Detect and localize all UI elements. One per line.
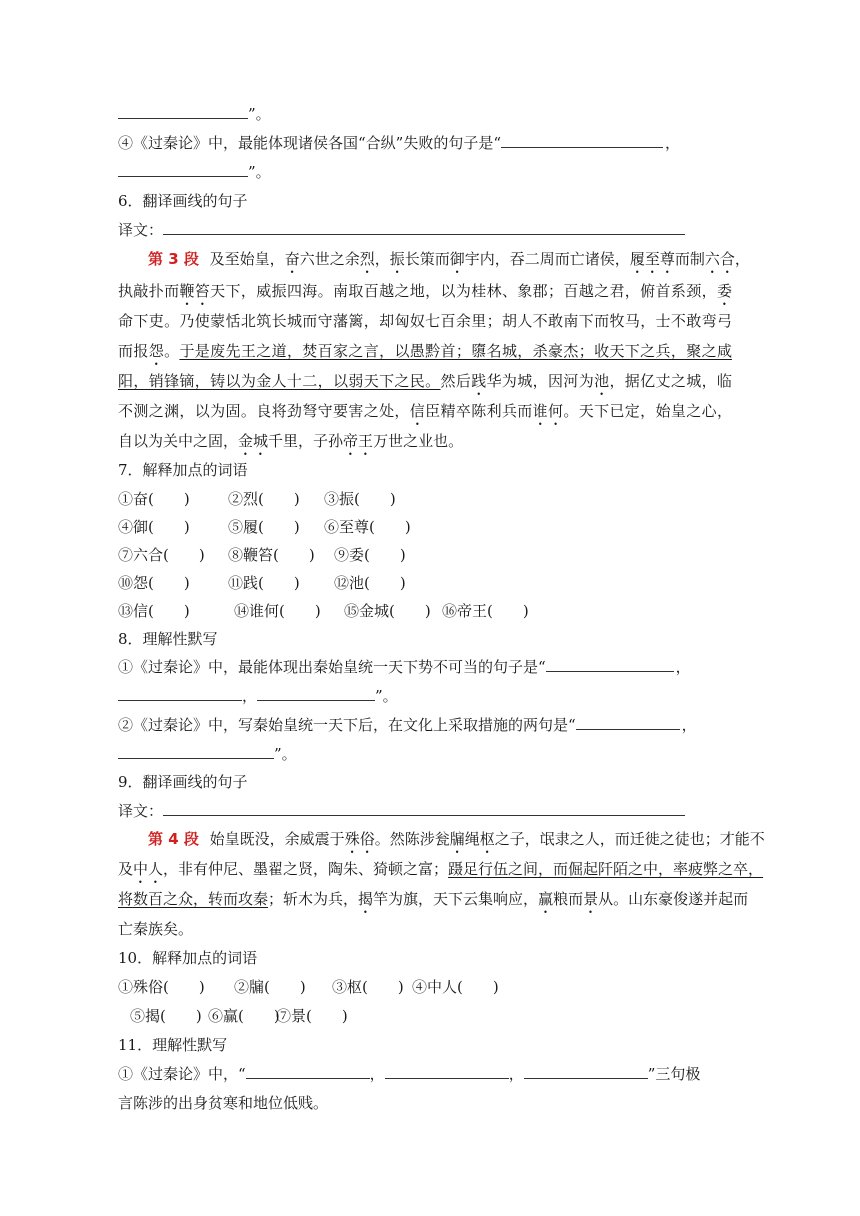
q7-row-1 [118, 489, 732, 509]
word-item: ⑮金城( ) [344, 602, 431, 620]
text: ”。 [274, 745, 297, 763]
seg3-line-3: 命下吏。乃使蒙恬北筑长城而守藩篱，却匈奴七百余里；胡人不敢南下而牧马，士不敢弯弓 [118, 312, 732, 330]
word-item: ①奋( ) [118, 490, 190, 508]
q8-item-1 [118, 657, 732, 677]
text: ”三句极 [647, 1065, 701, 1083]
segment-label: 第 4 段 [148, 830, 199, 848]
label: 译文： [118, 802, 164, 820]
seg4-line-1: 第 4 段 始皇既没，余威震于殊俗。然陈涉瓮牖绳枢之子，氓隶之人，而迁徙之徒也；才能不 [148, 830, 765, 848]
word-item: ②烈( ) [228, 490, 300, 508]
seg3-line-5: 阳，销锋镝，铸以为金人十二，以弱天下之民。然后践华为城，因河为池，据亿丈之城，临 [118, 372, 732, 390]
q7-title: 7．解释加点的词语 [118, 461, 248, 479]
q11-title: 11．理解性默写 [118, 1036, 228, 1054]
word-item: ⑨委( ) [334, 546, 406, 564]
q10-title: 10．解释加点的词语 [118, 949, 258, 967]
q7-row-3 [118, 545, 732, 565]
word-item: ⑥至尊( ) [324, 518, 411, 536]
word-item: ⑦景( ) [276, 1007, 348, 1025]
answer-blank[interactable] [118, 744, 274, 759]
word-item: ⑤履( ) [228, 518, 300, 536]
segment-label: 第 3 段 [148, 250, 199, 268]
answer-blank[interactable] [576, 715, 680, 730]
q6-translation [118, 220, 732, 240]
word-item: ⑧鞭笞( ) [228, 546, 315, 564]
q5-item-4 [118, 133, 732, 153]
word-item: ⑬信( ) [118, 602, 190, 620]
q7-row-5 [118, 601, 732, 621]
underlined-sentence: 阳，销锋镝，铸以为金人十二，以弱天下之民。 [118, 372, 441, 390]
word-item: ⑩怨( ) [118, 574, 190, 592]
q8-title: 8．理解性默写 [118, 630, 218, 648]
word-item: ⑯帝王( ) [442, 602, 529, 620]
q10-row-1 [118, 977, 732, 997]
word-item: ⑪践( ) [228, 574, 300, 592]
q10-row-2 [130, 1006, 744, 1026]
text: ， [675, 658, 691, 676]
word-item: ⑫池( ) [334, 574, 406, 592]
answer-blank[interactable] [385, 1064, 509, 1079]
text: ， [369, 1065, 385, 1083]
seg4-line-2: 及中人，非有仲尼、墨翟之贤，陶朱、猗顿之富；蹑足行伍之间，而倔起阡陌之中，率疲弊之卒， [118, 860, 764, 878]
seg3-line-2: 执敲扑而鞭笞天下，威振四海。南取百越之地，以为桂林、象郡；百越之君，俯首系颈，委 [118, 282, 732, 300]
question-text: ④《过秦论》中，最能体现诸侯各国“合纵”失败的句子是“ [118, 134, 502, 152]
answer-blank[interactable] [118, 162, 248, 177]
word-item: ⑭谁何( ) [234, 602, 321, 620]
q11-item-1 [118, 1064, 732, 1084]
answer-blank[interactable] [163, 220, 685, 235]
q7-row-4 [118, 573, 732, 593]
underlined-sentence: 于是废先王之道，焚百家之言，以愚黔首；隳名城，杀豪杰；收天下之兵，聚之咸 [179, 342, 732, 360]
answer-blank[interactable] [257, 686, 375, 701]
question-text: ②《过秦论》中，写秦始皇统一天下后，在文化上采取措施的两句是“ [118, 716, 576, 734]
answer-blank[interactable] [246, 1064, 370, 1079]
question-text: ①《过秦论》中，“ [118, 1065, 246, 1083]
seg4-line-4: 亡秦族矣。 [118, 920, 194, 938]
word-item: ③枢( ) [332, 978, 404, 996]
answer-blank[interactable] [163, 801, 685, 816]
answer-blank[interactable] [524, 1064, 648, 1079]
answer-blank[interactable] [118, 686, 242, 701]
word-item: ③振( ) [324, 490, 396, 508]
seg3-line-7: 自以为关中之固，金城千里，子孙帝王万世之业也。 [118, 432, 464, 450]
seg3-line-1: 第 3 段 及至始皇，奋六世之余烈，振长策而御宇内，吞二周而亡诸侯，履至尊而制六合， [148, 250, 750, 268]
text: ， [508, 1065, 524, 1083]
seg3-line-6: 不测之渊，以为固。良将劲弩守要害之处，信臣精卒陈利兵而谁何。天下已定，始皇之心， [118, 402, 732, 420]
text: ”。 [375, 687, 398, 705]
label: 译文： [118, 221, 164, 239]
text: ， [242, 687, 258, 705]
underlined-sentence: 蹑足行伍之间，而倔起阡陌之中，率疲弊之卒， [448, 860, 764, 878]
answer-blank[interactable] [118, 104, 248, 119]
question-text: ①《过秦论》中，最能体现出秦始皇统一天下势不可当的句子是“ [118, 658, 546, 676]
word-item: ⑥赢( ) [208, 1007, 280, 1025]
q8-item-2-line2 [118, 744, 732, 764]
word-item: ②牖( ) [234, 978, 306, 996]
word-item: ④中人( ) [412, 978, 499, 996]
seg4-line-3: 将数百之众，转而攻秦；斩木为兵，揭竿为旗，天下云集响应，赢粮而景从。山东豪俊遂并起而 [118, 890, 749, 908]
answer-blank[interactable] [501, 133, 663, 148]
word-item: ⑦六合( ) [118, 546, 205, 564]
q7-row-2 [118, 517, 732, 537]
answer-blank[interactable] [546, 657, 674, 672]
q11-item-1-line2: 言陈涉的出身贫寒和地位低贱。 [118, 1094, 329, 1112]
seg3-line-4: 而报怨。于是废先王之道，焚百家之言，以愚黔首；隳名城，杀豪杰；收天下之兵，聚之咸 [118, 342, 732, 360]
q8-item-1-line2 [118, 686, 732, 706]
q5-continuation-line [118, 104, 732, 124]
underlined-sentence: 将数百之众，转而攻秦 [118, 890, 269, 908]
word-item: ①殊俗( ) [118, 978, 205, 996]
q8-item-2 [118, 715, 732, 735]
text: ”。 [248, 105, 271, 123]
q9-title: 9．翻译画线的句子 [118, 773, 248, 791]
word-item: ④御( ) [118, 518, 190, 536]
word-item: ⑤揭( ) [130, 1007, 202, 1025]
text: ， [665, 134, 681, 152]
q5-item-4-line2 [118, 162, 732, 182]
q9-translation [118, 801, 732, 821]
text: ， [681, 716, 697, 734]
q6-title: 6．翻译画线的句子 [118, 192, 248, 210]
text: ”。 [248, 163, 271, 181]
